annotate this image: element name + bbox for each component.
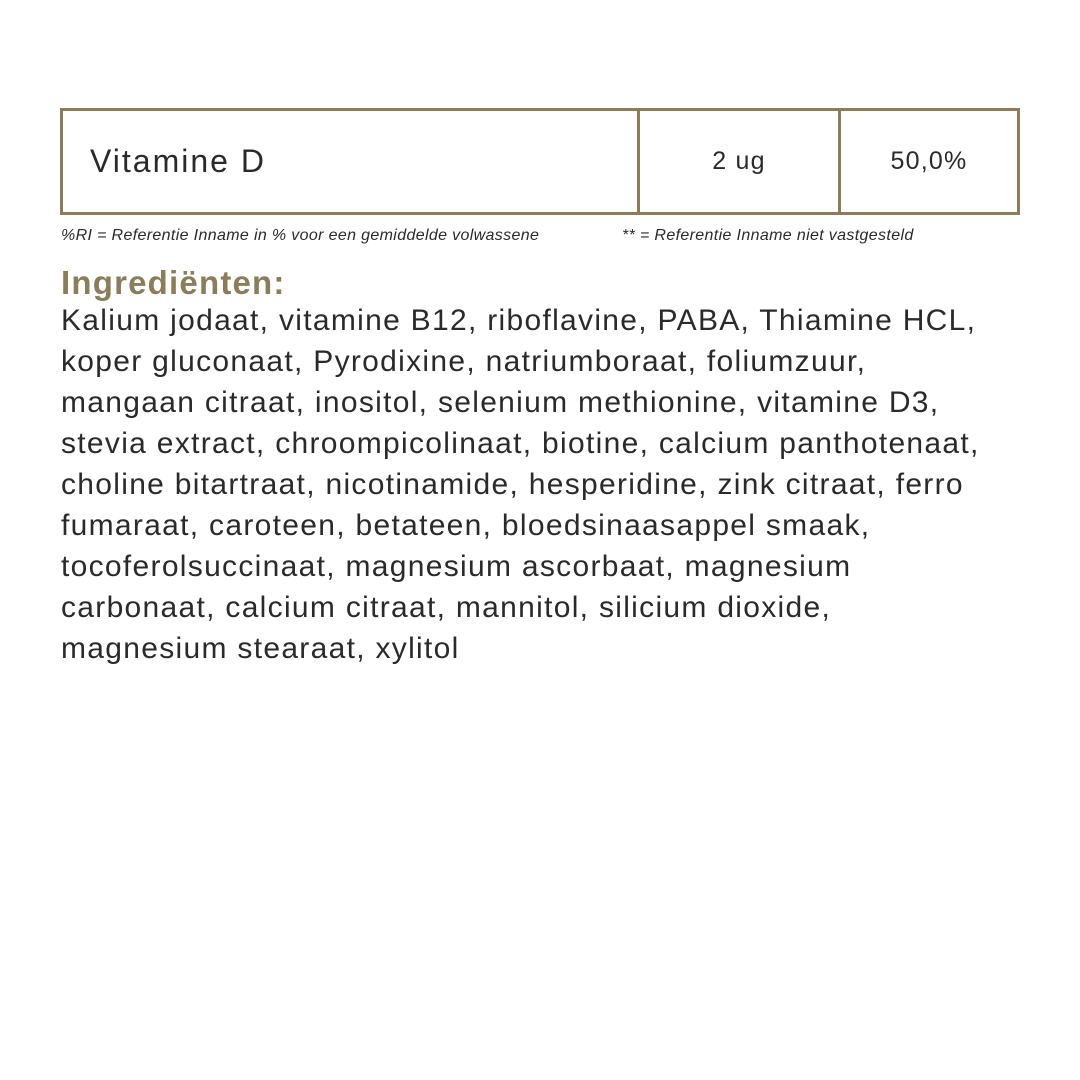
nutrient-ri-percent: 50,0% xyxy=(890,147,968,175)
nutrient-amount-cell xyxy=(637,111,838,212)
nutrition-table xyxy=(60,108,1020,215)
ingredients-list xyxy=(61,300,1051,669)
ingredients-line: tocoferolsuccinaat, magnesium ascorbaat, magnesium xyxy=(61,550,852,583)
nutrient-amount: 2 ug xyxy=(712,147,766,175)
ingredients-line: mangaan citraat, inositol, selenium methionine, vitamine D3, xyxy=(61,386,940,419)
nutrient-name: Vitamine D xyxy=(90,143,266,179)
ingredients-line: stevia extract, chroompicolinaat, biotine, calcium panthotenaat, xyxy=(61,427,980,460)
nutrient-ri-cell xyxy=(838,111,1017,212)
ri-footnote: %RI = Referentie Inname in % voor een gemiddelde volwassene xyxy=(61,227,540,244)
ingredients-heading: Ingrediënten: xyxy=(61,264,286,301)
ingredients-line: koper gluconaat, Pyrodixine, natriumboraat, foliumzuur, xyxy=(61,345,867,378)
no-ri-footnote: ** = Referentie Inname niet vastgesteld xyxy=(622,227,914,244)
ingredients-line: choline bitartraat, nicotinamide, hesperidine, zink citraat, ferro xyxy=(61,468,964,501)
ingredients-line: fumaraat, caroteen, betateen, bloedsinaasappel smaak, xyxy=(61,509,871,542)
ingredients-line: magnesium stearaat, xylitol xyxy=(61,632,460,665)
ingredients-line: carbonaat, calcium citraat, mannitol, silicium dioxide, xyxy=(61,591,832,624)
ingredients-line: Kalium jodaat, vitamine B12, riboflavine, PABA, Thiamine HCL, xyxy=(61,304,977,337)
nutrient-name-cell xyxy=(63,111,637,212)
